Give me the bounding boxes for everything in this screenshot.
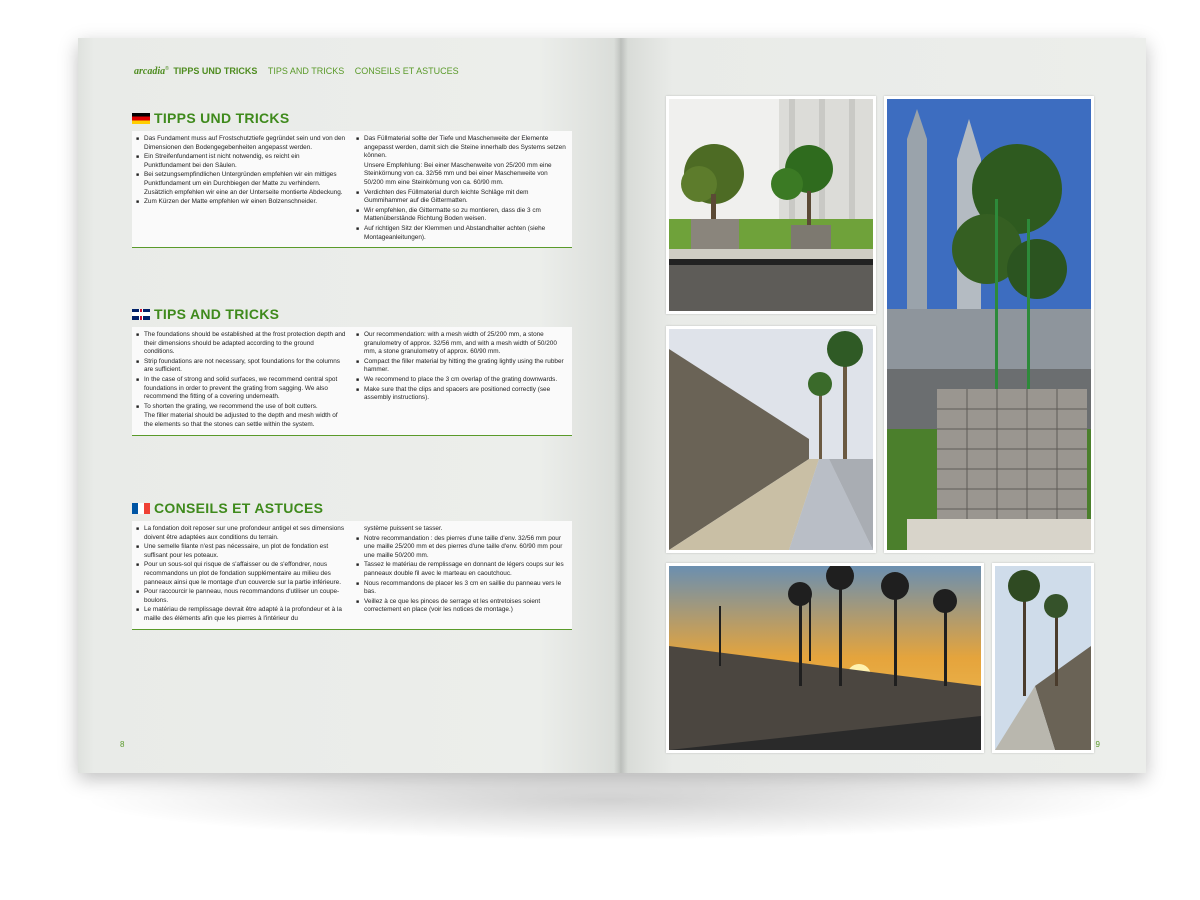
bullet-item: ■ Tassez le matériau de remplissage en donnant de légers coups sur les panneaux double fil avec le marteau en caoutchouc. bbox=[356, 561, 566, 578]
registered-mark: ® bbox=[165, 66, 169, 72]
bullet-item: ■ Our recommendation: with a mesh width of 25/200 mm, a stone granulometry of approx. 32/56 mm, and with a mesh width of 50/200 mm, a stone granulometry of approx. 60/90 mm. bbox=[356, 331, 566, 357]
bullet-item: ■ Make sure that the clips and spacers are positioned correctly (see assembly instructions). bbox=[356, 386, 566, 403]
bullet-item: ■ In the case of strong and solid surfaces, we recommend central spot foundations in order to prevent the grating from sagging. We also recommend the fitting of a covering underneath. bbox=[136, 376, 346, 402]
bullet-item: ■ Zum Kürzen der Matte empfehlen wir einen Bolzenschneider. bbox=[136, 198, 346, 207]
photo-tower-gabion-planter bbox=[884, 96, 1094, 553]
section-title-en: TIPS AND TRICKS bbox=[132, 304, 572, 324]
book-spine bbox=[614, 38, 628, 773]
photo-olive-tree-planters bbox=[666, 96, 876, 314]
photo-sunset-palms-wall bbox=[666, 563, 984, 753]
bullet-item: ■ Le matériau de remplissage devrait être adapté à la profondeur et à la maille des éléments afin que les pierres à l'intérieur du bbox=[136, 606, 346, 623]
photo-gabion-wall-walkway bbox=[666, 326, 876, 553]
bullet-item: ■ The foundations should be established at the frost protection depth and their dimensions should be adapted according to the ground conditions. bbox=[136, 331, 346, 357]
de-flag-icon bbox=[132, 113, 150, 124]
col-left bbox=[136, 331, 346, 431]
bullet-item: ■ Veillez à ce que les pinces de serrage et les entretoises soient correctement en place (voir les notices de montage.) bbox=[356, 598, 566, 615]
bullet-item: ■ Pour raccourcir le panneau, nous recommandons d'utiliser un coupe-boulons. bbox=[136, 588, 346, 605]
section-box-de bbox=[132, 131, 572, 248]
page-number-left: 8 bbox=[120, 740, 125, 749]
bullet-item: ■ Nous recommandons de placer les 3 cm en saillie du panneau vers le bas. bbox=[356, 580, 566, 597]
bullet-item: ■ Wir empfehlen, die Gittermatte so zu montieren, dass die 3 cm Mattenüberstände Richtung Boden weisen. bbox=[356, 207, 566, 224]
brand-logo: arcadia bbox=[134, 66, 166, 77]
header-title-de: TIPPS UND TRICKS bbox=[173, 66, 258, 76]
photo-gabion-wall-walkway-image bbox=[669, 329, 873, 550]
col-right bbox=[356, 135, 566, 243]
bullet-item: ■ Ein Streifenfundament ist nicht notwendig, es reicht ein Punktfundament bei den Säulen. bbox=[136, 153, 346, 170]
bullet-item: ■ Une semelle filante n'est pas nécessaire, un plot de fondation est suffisant pour les poteaux. bbox=[136, 543, 346, 560]
col-left bbox=[136, 525, 346, 625]
section-title-fr: CONSEILS ET ASTUCES bbox=[132, 498, 572, 518]
bullet-item: ■ Bei setzungsempfindlichen Untergründen empfehlen wir ein mittiges Punktfundament um ein Durchbiegen der Matte zu verhindern. Zusätzlich empfehlen wir eine an der Unterseite montierte Abdeckung. bbox=[136, 171, 346, 197]
uk-flag-icon bbox=[132, 309, 150, 320]
section-en bbox=[132, 304, 572, 436]
brochure-spread bbox=[78, 38, 1146, 773]
section-box-en bbox=[132, 327, 572, 436]
bullet-item: ■ La fondation doit reposer sur une profondeur antigel et ses dimensions doivent être adaptées aux conditions du terrain. bbox=[136, 525, 346, 542]
photo-sunset-palms-wall-image bbox=[669, 566, 981, 750]
fr-flag-icon bbox=[132, 503, 150, 514]
bullet-item: ■ Pour un sous-sol qui risque de s'affaisser ou de s'effondrer, nous recommandons un plot de fondation supplémentaire au milieu des panneaux ainsi que le montage d'un couvercle sur la partie inférieure. bbox=[136, 561, 346, 587]
header-title-en: TIPS AND TRICKS bbox=[267, 66, 345, 76]
section-fr bbox=[132, 498, 572, 630]
bullet-item: ■ To shorten the grating, we recommend the use of bolt cutters. bbox=[136, 403, 346, 412]
right-page bbox=[620, 38, 1146, 773]
photo-palm-walkway-small bbox=[992, 563, 1094, 753]
bullet-item: ■ We recommend to place the 3 cm overlap of the grating downwards. bbox=[356, 376, 566, 385]
photo-tower-gabion-planter-image bbox=[887, 99, 1091, 550]
photo-olive-tree-planters-image bbox=[669, 99, 873, 311]
col-right bbox=[356, 525, 566, 625]
page-number-right: 9 bbox=[1095, 740, 1100, 749]
left-page bbox=[78, 38, 620, 773]
bullet-item: ■ Auf richtigen Sitz der Klemmen und Abstandhalter achten (siehe Montageanleitungen). bbox=[356, 225, 566, 242]
bullet-item: ■ Verdichten des Füllmaterial durch leichte Schläge mit dem Gummihammer auf die Gittermatten. bbox=[356, 189, 566, 206]
running-header bbox=[134, 66, 459, 77]
bullet-item: ■ Das Fundament muss auf Frostschutztiefe gegründet sein und von den Dimensionen den Bodengegebenheiten angepasst werden. bbox=[136, 135, 346, 152]
bullet-item: ■ Notre recommandation : des pierres d'une taille d'env. 32/56 mm pour une maille 25/200 mm et des pierres d'une taille d'env. 60/90 mm pour une maille 50/200 mm. bbox=[356, 535, 566, 561]
section-box-fr bbox=[132, 521, 572, 630]
section-de bbox=[132, 108, 572, 248]
col-left bbox=[136, 135, 346, 243]
section-title-de: TIPPS UND TRICKS bbox=[132, 108, 572, 128]
col-right bbox=[356, 331, 566, 431]
bullet-item: The filler material should be adjusted to the depth and mesh width of the elements so that the stones can settle within the system. bbox=[144, 412, 338, 428]
bullet-item: ■ Das Füllmaterial sollte der Tiefe und Maschenweite der Elemente angepasst werden, damit sich die Steine innerhalb des Systems setzen können. bbox=[356, 135, 566, 161]
bullet-item: ■ Strip foundations are not necessary, spot foundations for the columns are sufficient. bbox=[136, 358, 346, 375]
photo-palm-walkway-small-image bbox=[995, 566, 1091, 750]
bullet-item: Unsere Empfehlung: Bei einer Maschenweite von 25/200 mm eine Steinkörnung von ca. 32/56 mm und bei einer Maschenweite von 50/200 mm eine Steinkörnung von ca. 60/90 mm. bbox=[364, 161, 552, 186]
bullet-item: ■ Compact the filler material by hitting the grating lightly using the rubber hammer. bbox=[356, 358, 566, 375]
bullet-item: système puissent se tasser. bbox=[364, 525, 443, 532]
header-title-fr: CONSEILS ET ASTUCES bbox=[354, 66, 459, 76]
